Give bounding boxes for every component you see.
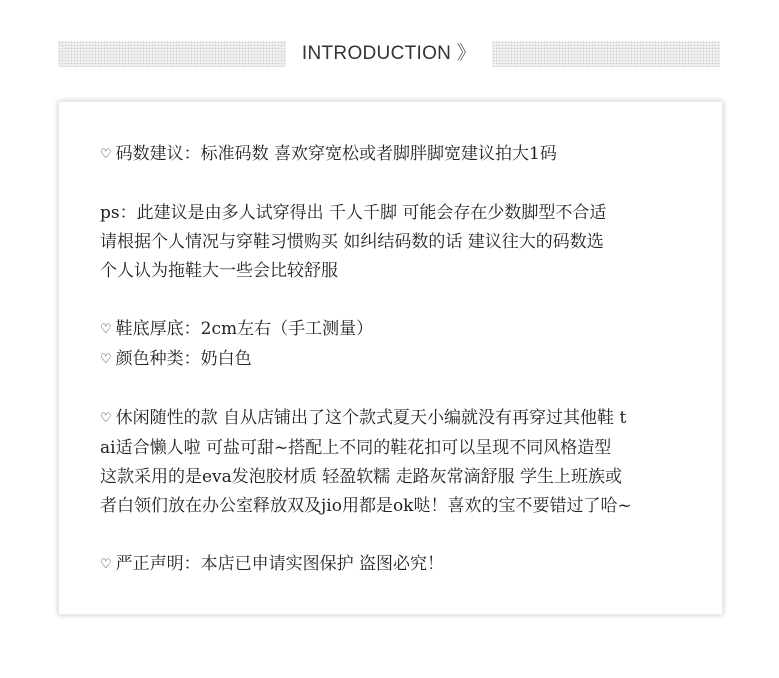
statement-text: 严正声明：本店已申请实图保护 盗图必究！ xyxy=(115,554,445,574)
ps-line: ps：此建议是由多人试穿得出 千人千脚 可能会存在少数脚型不合适 xyxy=(100,203,607,223)
description-line: 者白领们放在办公室释放双及jio用都是ok哒！喜欢的宝不要错过了哈~ xyxy=(100,496,632,516)
heart-outline-icon: ♡ xyxy=(100,557,112,572)
ps-paragraph xyxy=(100,199,690,286)
specs-paragraph xyxy=(100,315,690,375)
statement-paragraph xyxy=(100,550,690,580)
description-text: 休闲随性的款 自从店铺出了这个款式夏天小编就没有再穿过其他鞋 t xyxy=(115,408,627,428)
size-advice-text: 码数建议：标准码数 喜欢穿宽松或者脚胖脚宽建议拍大1码 xyxy=(115,144,557,164)
heart-outline-icon: ♡ xyxy=(100,147,112,162)
section-title: INTRODUCTION 》 xyxy=(301,43,477,64)
description-line: ai适合懒人啦 可盐可甜~搭配上不同的鞋花扣可以呈现不同风格造型 xyxy=(100,438,612,458)
description-content xyxy=(100,140,690,580)
heart-outline-icon: ♡ xyxy=(100,352,112,367)
header-pattern-right xyxy=(492,41,720,67)
description-card xyxy=(58,101,723,615)
sole-thickness-text: 鞋底厚底：2cm左右（手工测量） xyxy=(115,319,374,339)
section-header xyxy=(58,41,720,67)
ps-line: 个人认为拖鞋大一些会比较舒服 xyxy=(100,261,338,281)
size-advice-paragraph xyxy=(100,140,690,170)
header-pattern-left xyxy=(58,41,286,67)
description-line xyxy=(100,404,690,434)
color-type-text: 颜色种类：奶白色 xyxy=(115,349,252,369)
heart-outline-icon: ♡ xyxy=(100,411,112,426)
description-line: 这款采用的是eva发泡胶材质 轻盈软糯 走路灰常滴舒服 学生上班族或 xyxy=(100,467,623,487)
description-paragraph xyxy=(100,404,690,521)
statement-line xyxy=(100,550,690,580)
color-type-line xyxy=(100,345,690,375)
ps-line: 请根据个人情况与穿鞋习惯购买 如纠结码数的话 建议往大的码数选 xyxy=(100,232,604,252)
sole-thickness-line xyxy=(100,315,690,345)
heart-outline-icon: ♡ xyxy=(100,322,112,337)
size-advice-line xyxy=(100,140,690,170)
